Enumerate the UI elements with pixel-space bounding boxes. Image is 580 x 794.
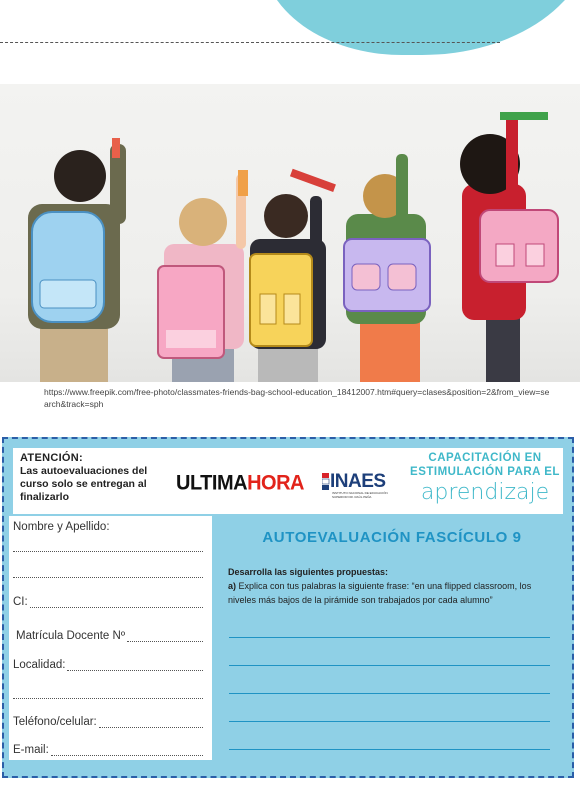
inaes-wordmark: INAES bbox=[330, 471, 386, 492]
instructions-heading: Desarrolla las siguientes propuestas: bbox=[228, 567, 389, 577]
ci-input-line[interactable] bbox=[30, 596, 203, 608]
name-line-1[interactable] bbox=[13, 551, 203, 552]
question-a bbox=[228, 579, 548, 607]
matricula-field[interactable] bbox=[16, 630, 203, 642]
top-dashed-divider bbox=[0, 42, 500, 43]
evaluation-title: AUTOEVALUACIÓN FASCÍCULO 9 bbox=[262, 529, 522, 546]
child-1 bbox=[28, 138, 126, 382]
attention-notice bbox=[20, 452, 160, 504]
telefono-input-line[interactable] bbox=[99, 716, 203, 728]
child-2 bbox=[158, 170, 248, 382]
photo-source-url: https://www.freepik.com/free-photo/classmates-friends-bag-school-education_18412007.htm#query=clases&position=2&from_view=search&track=sph bbox=[44, 387, 550, 409]
inaes-logo bbox=[322, 471, 392, 499]
child-5 bbox=[460, 112, 558, 382]
evaluation-instructions bbox=[228, 565, 548, 607]
name-field bbox=[13, 521, 203, 533]
attention-text: Las autoevaluaciones del curso solo se entregan al finalizarlo bbox=[20, 465, 148, 503]
children-backpacks-illustration bbox=[0, 84, 580, 382]
telefono-field[interactable] bbox=[13, 716, 203, 728]
email-label: E-mail: bbox=[13, 744, 49, 756]
answer-line-4[interactable] bbox=[229, 721, 550, 722]
logo-ultima-text: ULTIMA bbox=[176, 471, 248, 495]
question-text: Explica con tus palabras la siguiente frase: “en una flipped classroom, los niveles más bajos de la pirámide son trabajados por cada alumno” bbox=[228, 581, 532, 605]
program-title: CAPACITACIÓN EN ESTIMULACIÓN PARA EL bbox=[410, 452, 560, 478]
question-letter: a) bbox=[228, 581, 237, 591]
inaes-flag-icon bbox=[322, 473, 330, 491]
ci-label: CI: bbox=[13, 596, 28, 608]
telefono-label: Teléfono/celular: bbox=[13, 716, 97, 728]
answer-line-1[interactable] bbox=[229, 637, 550, 638]
program-subtitle: aprendizaje bbox=[420, 480, 550, 505]
child-3 bbox=[250, 169, 336, 382]
inaes-subtitle: INSTITUTO NACIONAL DE EDUCACIÓN SUPERIOR DR. RAÚL PEÑA bbox=[332, 491, 388, 499]
child-4 bbox=[344, 154, 430, 382]
email-field[interactable] bbox=[13, 744, 203, 756]
answer-line-5[interactable] bbox=[229, 749, 550, 750]
answer-line-2[interactable] bbox=[229, 665, 550, 666]
top-decorative-shape bbox=[262, 0, 580, 55]
name-line-2[interactable] bbox=[13, 577, 203, 578]
matricula-input-line[interactable] bbox=[127, 630, 203, 642]
answer-line-3[interactable] bbox=[229, 693, 550, 694]
ci-field[interactable] bbox=[13, 596, 203, 608]
localidad-field[interactable] bbox=[13, 659, 203, 671]
localidad-line-2[interactable] bbox=[13, 698, 203, 699]
logo-hora-text: HORA bbox=[247, 471, 304, 495]
localidad-input-line[interactable] bbox=[67, 659, 203, 671]
matricula-label: Matrícula Docente Nº bbox=[16, 630, 126, 642]
email-input-line[interactable] bbox=[51, 744, 203, 756]
name-label: Nombre y Apellido: bbox=[13, 521, 110, 533]
localidad-label: Localidad: bbox=[13, 659, 66, 671]
ultima-hora-logo bbox=[176, 471, 304, 495]
classroom-photo bbox=[0, 84, 580, 382]
attention-title: ATENCIÓN: bbox=[20, 452, 83, 464]
